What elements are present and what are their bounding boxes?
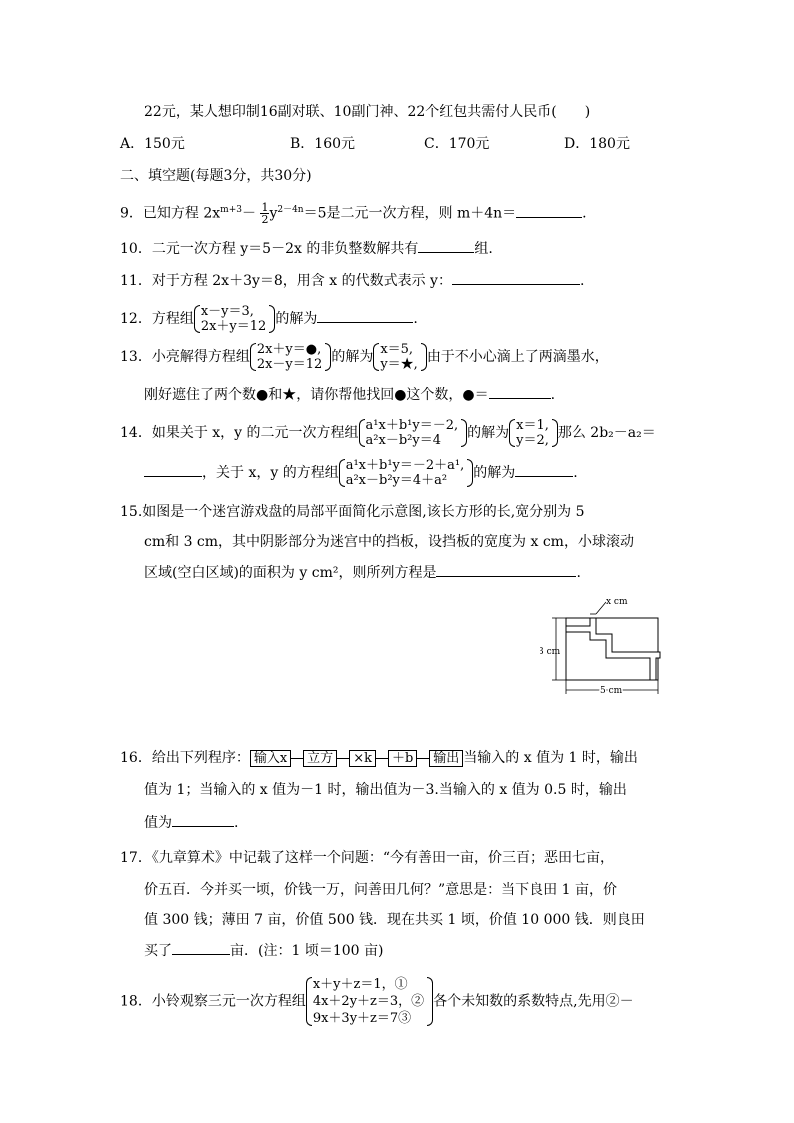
answer-blank (452, 270, 580, 285)
question-15-line2: cm和 3 cm，其中阴影部分为迷宫中的挡板，设挡板的宽度为 x cm，小球滚动 (144, 534, 634, 550)
q8-option-a: A．150元 (120, 136, 185, 152)
question-16-line2: 值为 1；当输入的 x 值为－1 时，输出值为－3.当输入的 x 值为 0.5 时，输出 (144, 782, 627, 798)
question-14: 14．如果关于 x，y 的二元一次方程组 a¹x＋b¹y＝－2, a²x－b²y＝4 的解为 x＝1, y＝2, 那么 2b₂－a₂＝ (120, 418, 656, 448)
question-18: 18．小铃观察三元一次方程组 x＋y＋z＝1，① 4x＋2y＋z＝3，② 9x＋3y＋z＝7③ 各个未知数的系数特点,先用②－ (120, 977, 634, 1026)
answer-blank (515, 462, 573, 477)
program-box-output: 输出 (429, 750, 463, 767)
solution-system: x＝1, y＝2, (509, 418, 558, 448)
question-12: 12．方程组 x－y＝3, 2x＋y＝12 的解为 . (120, 304, 418, 334)
equation-system: 2x＋y＝●, 2x－y＝12 (250, 342, 332, 372)
question-17-line2: 价五百．今并买一顷，价钱一万，问善田几何？”意思是：当下良田 1 亩，价 (144, 882, 617, 898)
maze-diagram (540, 596, 670, 708)
answer-blank (516, 203, 582, 218)
width-label: 5 cm (600, 686, 623, 696)
question-17-line4: 买了 亩．(注：1 顷＝100 亩) (144, 940, 383, 961)
answer-blank (172, 940, 230, 955)
equation-system: a¹x＋b¹y＝－2, a²x－b²y＝4 (359, 418, 468, 448)
height-label: 3 cm (540, 647, 561, 657)
program-box-add: ＋b (388, 750, 417, 767)
answer-blank (436, 562, 576, 577)
barrier (566, 618, 660, 680)
equation-system: x＋y＋z＝1，① 4x＋2y＋z＝3，② 9x＋3y＋z＝7③ (306, 976, 433, 1027)
section-heading: 二、填空题(每题3分，共30分) (120, 168, 312, 184)
fraction: $\frac{1}{2}$ (261, 201, 269, 227)
equation-system: x－y＝3, 2x＋y＝12 (194, 304, 276, 334)
answer-blank (172, 812, 234, 827)
question-17-line1: 17．《九章算术》中记载了这样一个问题：“今有善田一亩，价三百；恶田七亩， (120, 850, 614, 866)
question-14-line2: ，关于 x，y 的方程组 a¹x＋b¹y＝－2＋a¹, a²x－b²y＝4＋a² 的解为 . (144, 458, 578, 488)
answer-blank (418, 238, 474, 253)
answer-blank (317, 308, 413, 323)
x-label: x cm (606, 597, 628, 607)
program-box-cube: 立方 (303, 750, 337, 767)
question-9: 9．已知方程 $2x^{m+3}-$ $\frac{1}{2}$ $y^{2-4n}=5$是二元一次方程，则 m＋4n＝ . (120, 201, 587, 227)
arrow (291, 758, 303, 759)
question-16: 16．给出下列程序： 输入x 立方 ×k ＋b 输出 当输入的 x 值为 1 时，输出 (120, 750, 638, 766)
x-leader-line (596, 602, 606, 614)
arrow (337, 758, 349, 759)
question-11: 11．对于方程 2x＋3y＝8，用含 x 的代数式表示 y： . (120, 270, 584, 291)
maze-figure (540, 596, 670, 712)
equation-system: a¹x＋b¹y＝－2＋a¹, a²x－b²y＝4＋a² (339, 458, 474, 488)
arrow (417, 758, 429, 759)
answer-blank (144, 462, 202, 477)
program-box-input: 输入x (250, 750, 291, 767)
q8-option-b: B．160元 (290, 136, 356, 152)
q8-option-d: D．180元 (564, 136, 630, 152)
answer-blank (489, 384, 551, 399)
q8-text: 22元，某人想印制16副对联、10副门神、22个红包共需付人民币( ) (144, 104, 591, 120)
question-13: 13．小亮解得方程组 2x＋y＝●, 2x－y＝12 的解为 x＝5, y＝★, 由于不小心滴上了两滴墨水， (120, 342, 609, 372)
program-box-multiply: ×k (349, 750, 376, 767)
question-15-line1: 15.如图是一个迷宫游戏盘的局部平面简化示意图,该长方形的长,宽分别为 5 (120, 504, 585, 520)
q8-option-c: C．170元 (424, 136, 490, 152)
solution-system: x＝5, y＝★, (373, 342, 426, 372)
question-17-line3: 值 300 钱；薄田 7 亩，价值 500 钱．现在共买 1 顷，价值 10 000 钱．则良田 (144, 912, 645, 928)
question-15-line3: 区域(空白区域)的面积为 y cm²，则所列方程是 . (144, 562, 581, 583)
arrow (376, 758, 388, 759)
question-13-line2: 刚好遮住了两个数●和★，请你帮他找回●这个数，●＝ . (144, 384, 555, 405)
question-10: 10．二元一次方程 y＝5－2x 的非负整数解共有 组. (120, 238, 493, 259)
question-16-line3: 值为 . (144, 812, 238, 833)
